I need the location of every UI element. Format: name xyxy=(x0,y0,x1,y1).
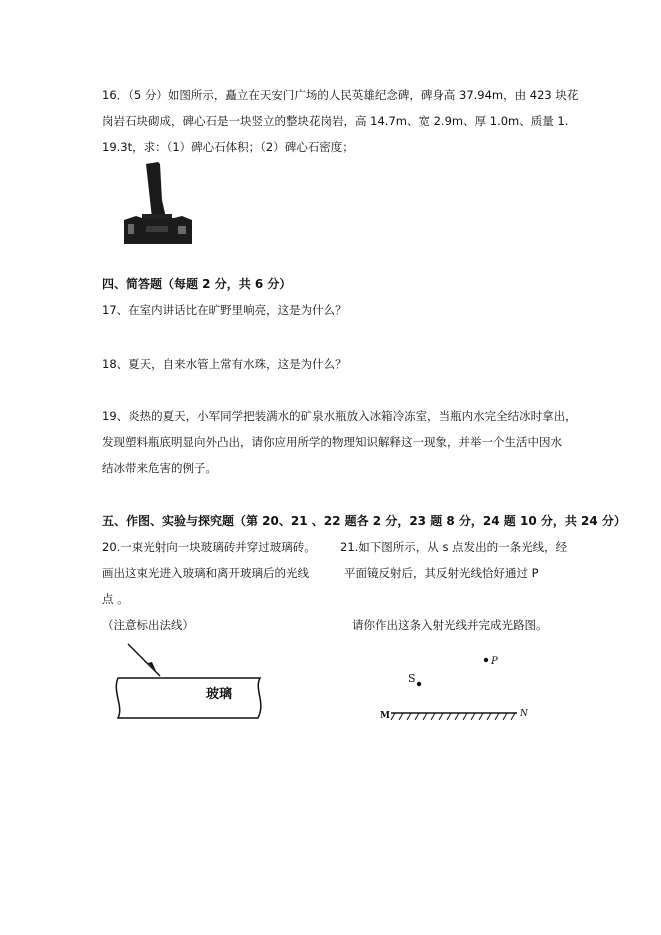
q20-line-2: 画出这束光进入玻璃和离开玻璃后的光线 xyxy=(102,566,309,580)
label-p: P xyxy=(491,656,498,667)
q16-line-1: 16．（5 分）如图所示，矗立在天安门广场的人民英雄纪念碑，碑身高 37.94m，由 423 块花 xyxy=(102,88,579,102)
q19-line-3: 结冰带来危害的例子。 xyxy=(102,461,217,475)
section-4-heading: 四、简答题（每题 2 分，共 6 分） xyxy=(102,277,292,291)
q19-line-1: 19、炎热的夏天，小军同学把装满水的矿泉水瓶放入冰箱冷冻室，当瓶内水完全结冰时拿出， xyxy=(102,409,577,423)
point-p xyxy=(484,658,488,662)
q20-note: （注意标出法线） xyxy=(102,618,194,632)
q16-line-2: 岗岩石块砌成，碑心石是一块竖立的整块花岗岩，高 14.7m、宽 2.9m、厚 1.0m、质量 1. xyxy=(102,114,569,128)
ray-arrow-icon xyxy=(148,662,156,671)
q20-line-3: 点 。 xyxy=(102,592,129,606)
q19-line-2: 发现塑料瓶底明显向外凸出，请你应用所学的物理知识解释这一现象，并举一个生活中因水 xyxy=(102,435,562,449)
section-5-heading: 五、作图、实验与探究题（第 20、21 、22 题各 2 分，23 题 8 分，24 题 10 分，共 24 分） xyxy=(102,514,626,528)
label-n: N xyxy=(520,709,528,719)
glass-block xyxy=(116,678,261,718)
plane-mirror-diagram xyxy=(375,648,535,728)
q16-line-3: 19.3t，求：（1）碑心石体积；（2）碑心石密度； xyxy=(102,140,354,154)
q20-line-1: 20.一束光射向一块玻璃砖并穿过玻璃砖。 xyxy=(102,540,316,554)
glass-label: 玻璃 xyxy=(206,687,233,702)
mirror-hatching xyxy=(391,713,515,720)
label-m: M xyxy=(380,711,390,721)
incident-ray xyxy=(128,644,160,676)
monument-image xyxy=(122,160,194,246)
q21-line-3: 请你作出这条入射光线并完成光路图。 xyxy=(352,618,548,632)
q21-line-1: 21.如下图所示，从 s 点发出的一条光线，经 xyxy=(340,540,568,554)
glass-block-diagram xyxy=(110,640,270,740)
point-s xyxy=(417,682,421,686)
q17-text: 17、在室内讲话比在旷野里响亮，这是为什么？ xyxy=(102,303,347,317)
label-s: S xyxy=(408,672,416,685)
q21-line-2: 平面镜反射后，其反射光线恰好通过 P xyxy=(344,566,539,580)
q18-text: 18、夏天，自来水管上常有水珠，这是为什么？ xyxy=(102,357,347,371)
